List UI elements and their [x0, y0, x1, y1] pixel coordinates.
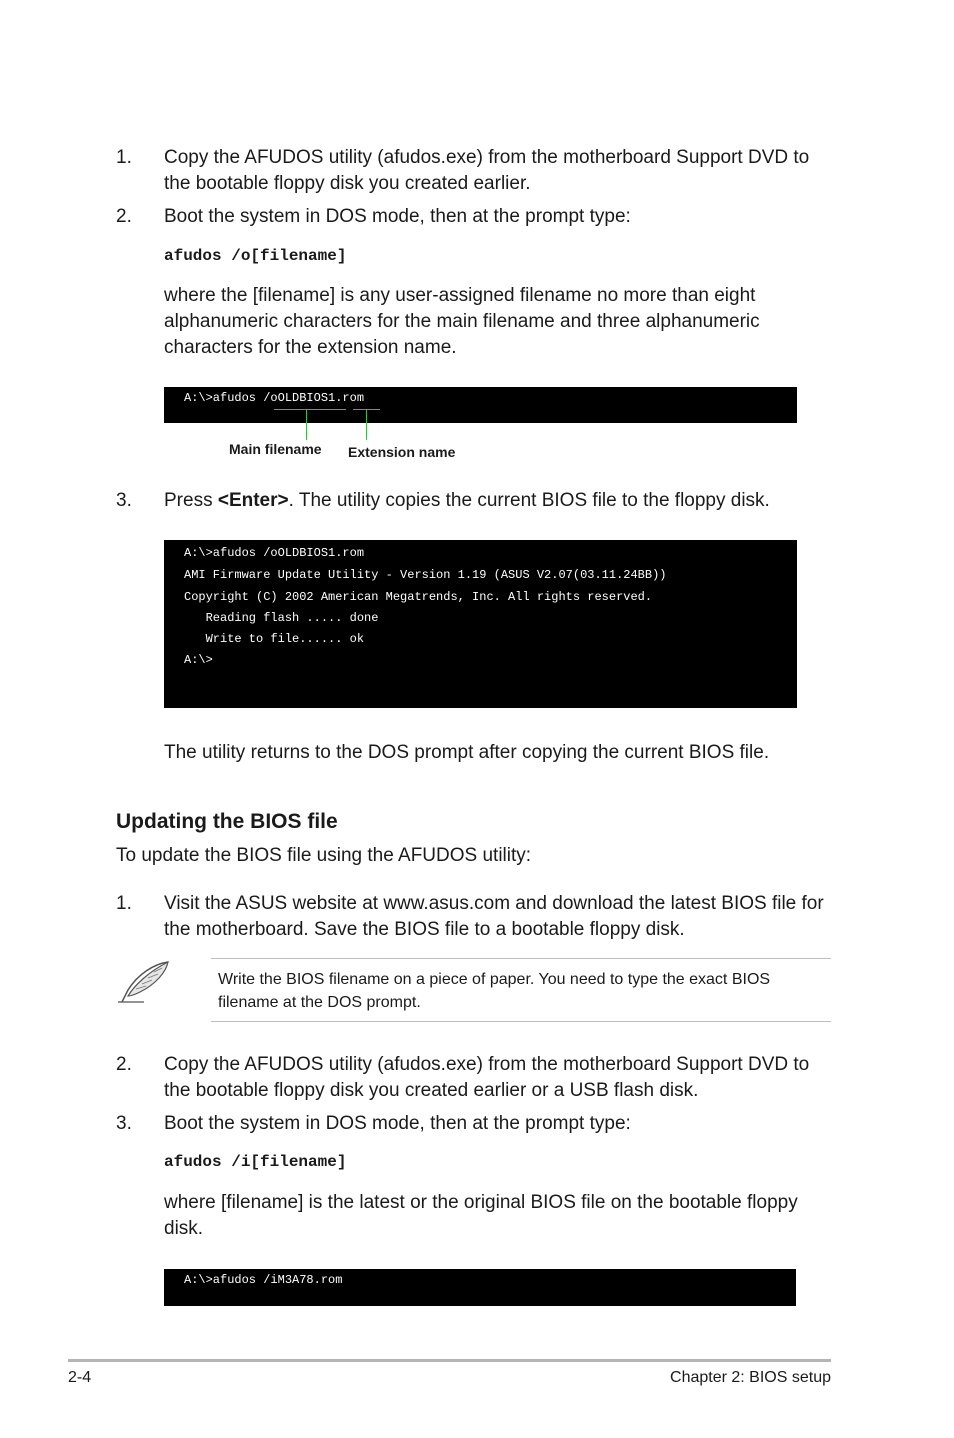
step-number: 1. [116, 893, 132, 914]
step-number: 1. [116, 147, 132, 168]
screen-line: A:\> [184, 653, 213, 667]
dos-screen-2 [164, 540, 797, 708]
screen-line: Copyright (C) 2002 American Megatrends, Inc. All rights reserved. [184, 590, 653, 604]
footer-rule [68, 1359, 831, 1362]
note-text: Write the BIOS filename on a piece of paper. You need to type the exact BIOS filename at the DOS prompt. [218, 971, 771, 1011]
main-filename-leader [306, 410, 307, 440]
screen-line: AMI Firmware Update Utility - Version 1.19 (ASUS V2.07(03.11.24BB)) [184, 568, 667, 582]
enter-key: <Enter> [217, 490, 289, 511]
dos-screen-1 [164, 387, 797, 423]
step-text: Boot the system in DOS mode, then at the prompt type: [164, 1113, 631, 1134]
step-number: 2. [116, 1054, 132, 1075]
step-text-suffix: . The utility copies the current BIOS file to the floppy disk. [288, 490, 770, 511]
section-heading: Updating the BIOS file [116, 810, 338, 833]
step-text: Copy the AFUDOS utility (afudos.exe) from the motherboard Support DVD to the bootable floppy disk you created earlier or a USB flash disk. [164, 1054, 810, 1101]
extension-name-label: Extension name [348, 444, 456, 460]
where-description: where [filename] is the latest or the original BIOS file on the bootable floppy disk. [164, 1192, 798, 1239]
note-bottom-rule [211, 1021, 831, 1022]
step-number: 2. [116, 206, 132, 227]
step-number: 3. [116, 1113, 132, 1134]
dos-screen-3 [164, 1269, 796, 1306]
step-number: 3. [116, 490, 132, 511]
main-filename-underline [274, 409, 346, 410]
step-text-prefix: Press [164, 490, 218, 511]
command-text: afudos /i[filename] [164, 1153, 347, 1171]
screen-line: A:\>afudos /oOLDBIOS1.rom [184, 546, 365, 560]
intro-text: To update the BIOS file using the AFUDOS utility: [116, 845, 532, 866]
extension-leader [366, 410, 367, 440]
feather-pen-icon [114, 958, 174, 1006]
page-number: 2-4 [68, 1369, 92, 1386]
note-top-rule [211, 958, 831, 959]
after-copy-text: The utility returns to the DOS prompt after copying the current BIOS file. [164, 742, 770, 763]
step-text: Visit the ASUS website at www.asus.com and download the latest BIOS file for the motherboard. Save the BIOS file to a bootable floppy disk. [164, 893, 824, 940]
screen-line: Write to file...... ok [184, 632, 365, 646]
command-text: afudos /o[filename] [164, 247, 347, 265]
screen-line: A:\>afudos /iM3A78.rom [184, 1273, 343, 1287]
step-text [164, 488, 834, 514]
screen-line: Reading flash ..... done [184, 611, 379, 625]
chapter-title: Chapter 2: BIOS setup [670, 1369, 831, 1386]
main-filename-label: Main filename [229, 441, 322, 457]
screen-line: A:\>afudos /oOLDBIOS1.rom [184, 391, 365, 405]
step-text: Boot the system in DOS mode, then at the prompt type: [164, 206, 631, 227]
step-text: Copy the AFUDOS utility (afudos.exe) from the motherboard Support DVD to the bootable floppy disk you created earlier. [164, 147, 810, 194]
where-description: where the [filename] is any user-assigned filename no more than eight alphanumeric characters for the main filename and three alphanumeric characters for the extension name. [164, 285, 760, 358]
